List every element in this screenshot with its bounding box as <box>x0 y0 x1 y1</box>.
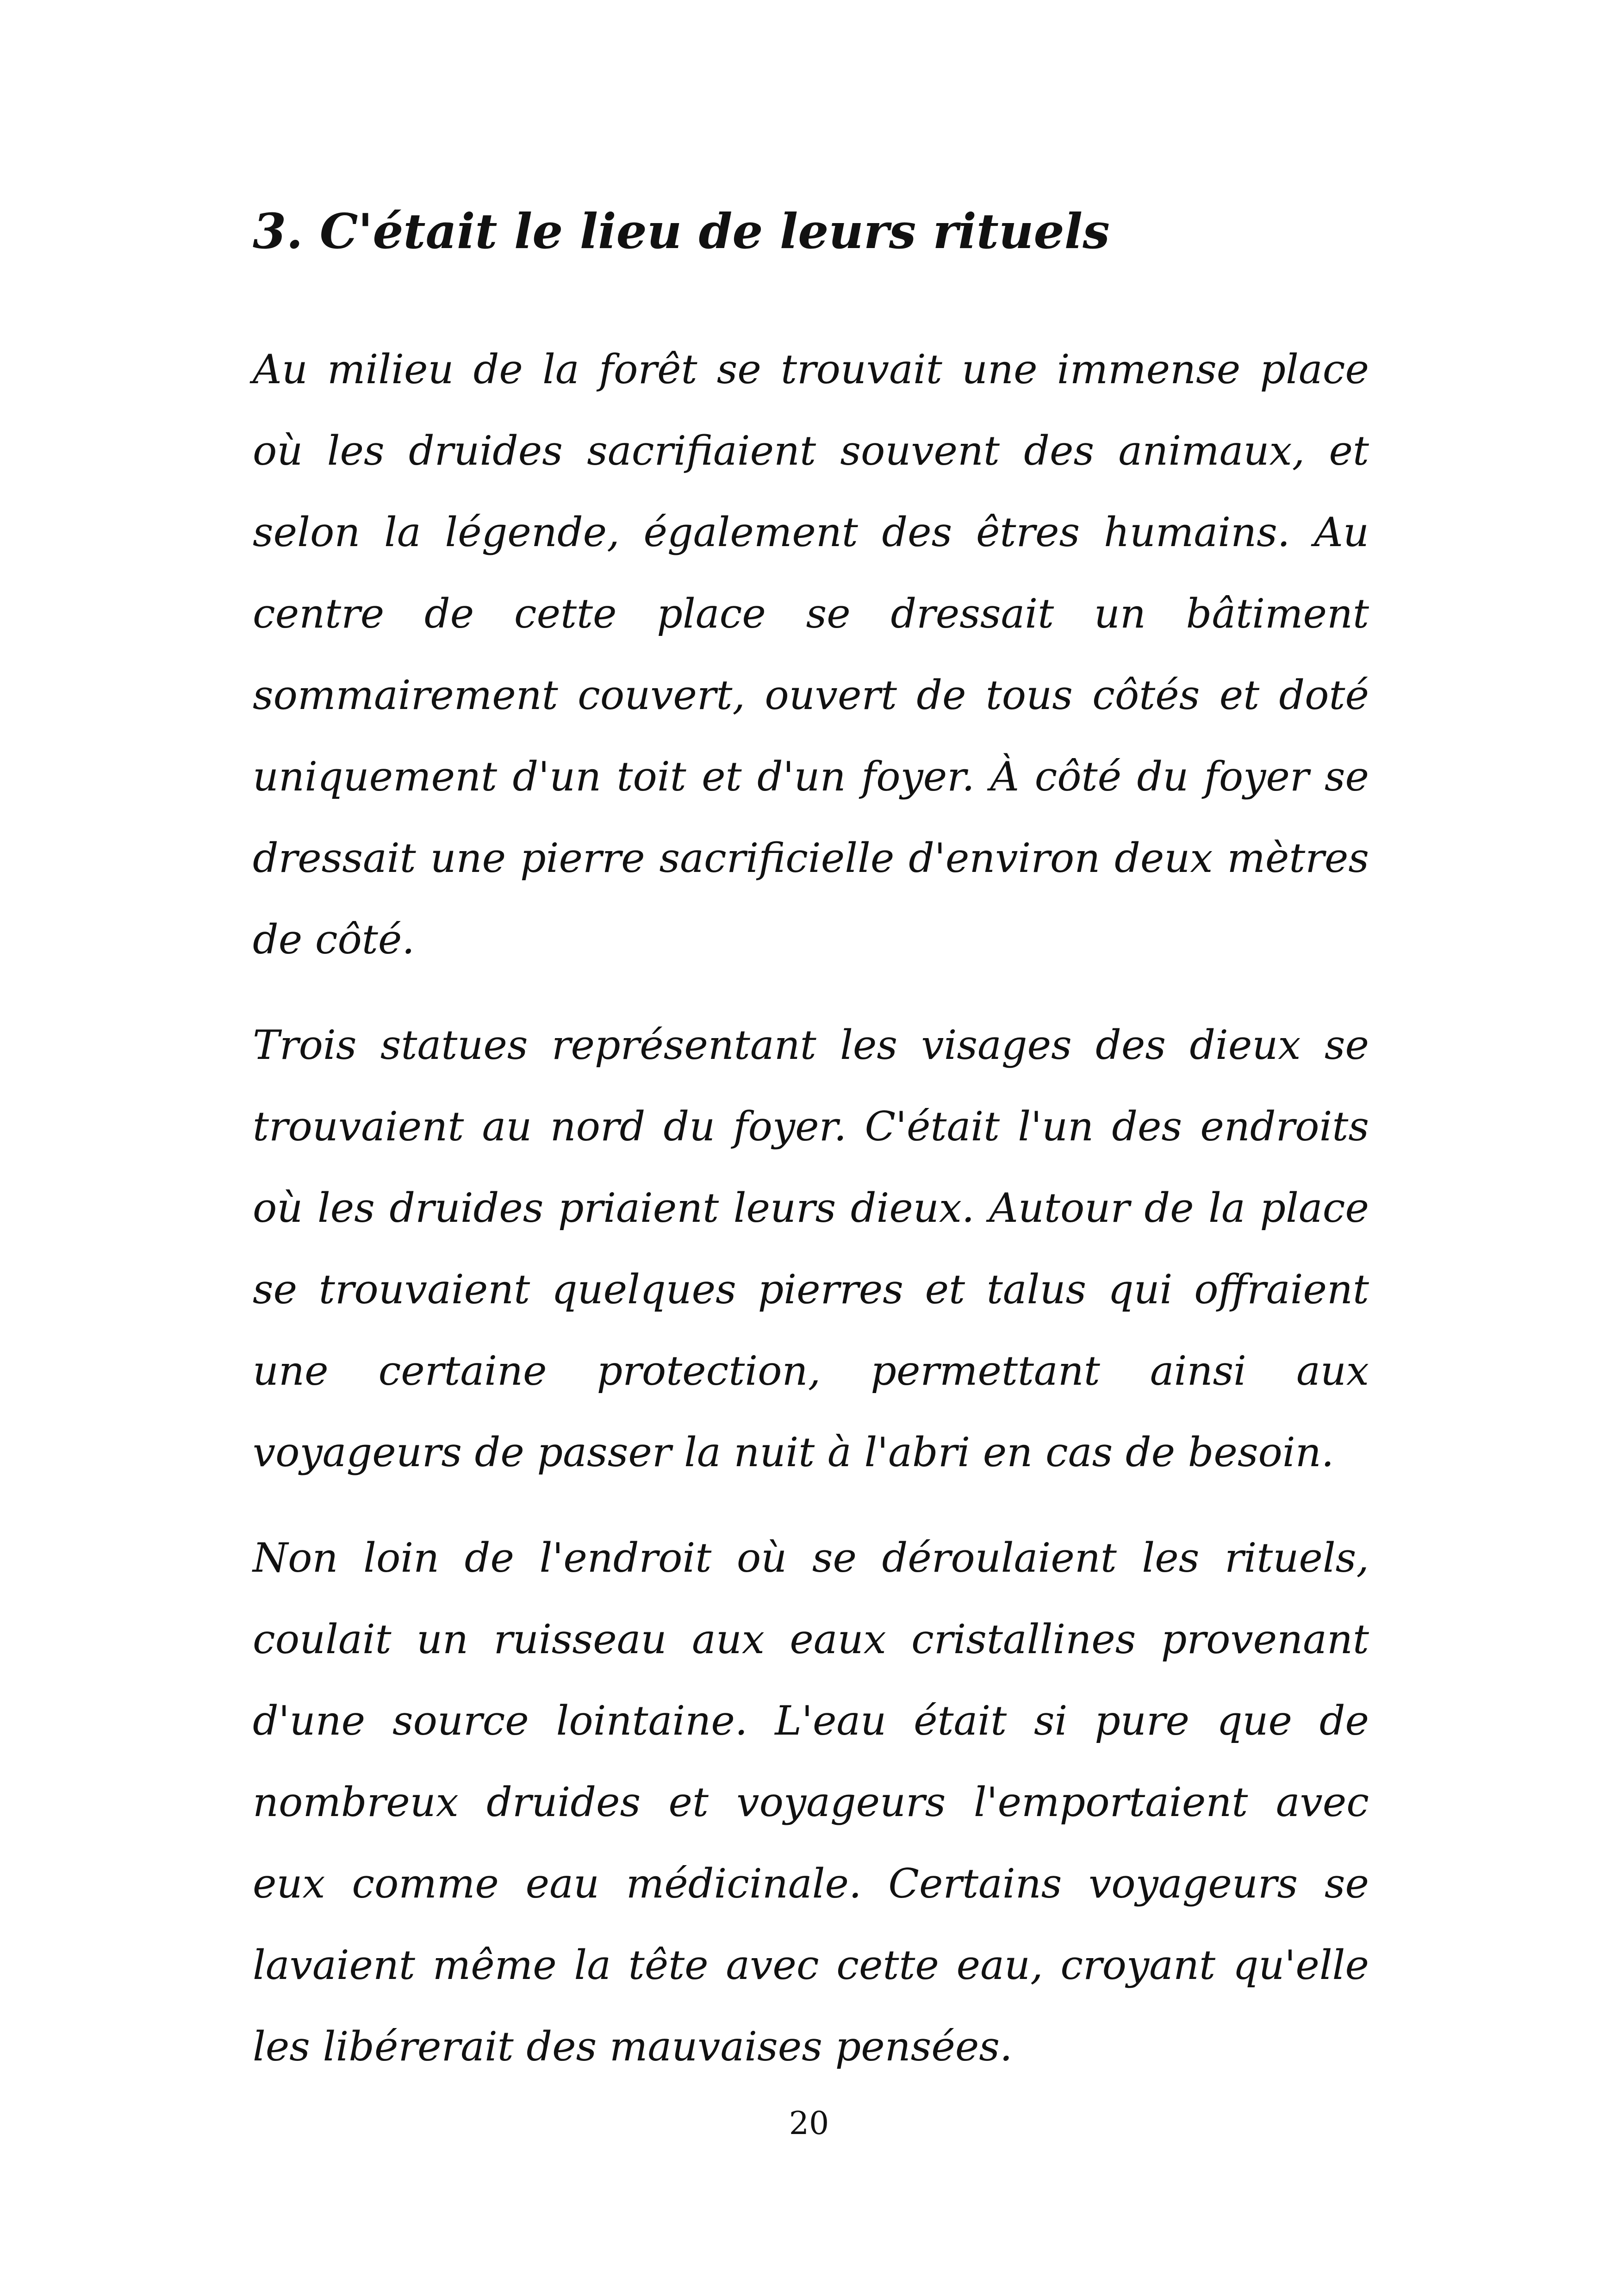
paragraph-3: Non loin de l'endroit où se déroulaient les rituels, coulait un ruisseau aux eaux cristallines provenant d'une source lointaine. L'eau était si pure que de nombreux druides et voyageurs l'emportaient avec eux comme eau médicinale. Certains voyageurs se lavaient même la tête avec cette eau, croyant qu'elle les libérerait des mauvaises pensées. <box>253 1534 1369 2070</box>
section-heading: 3. C'était le lieu de leurs rituels <box>253 203 1110 260</box>
paragraph-1: Au milieu de la forêt se trouvait une immense place où les druides sacrifiaient souvent des animaux, et selon la légende, également des êtres humains. Au centre de cette place se dressait un bâtiment sommairement couvert, ouvert de tous côtés et doté uniquement d'un toit et d'un foyer. À côté du foyer se dressait une pierre sacrificielle d'environ deux mètres de côté. <box>253 345 1369 963</box>
page-content <box>253 204 1369 2111</box>
paragraph-2: Trois statues représentant les visages des dieux se trouvaient au nord du foyer. C'était l'un des endroits où les druides priaient leurs dieux. Autour de la place se trouvaient quelques pierres et talus qui offraient une certaine protection, permettant ainsi aux voyageurs de passer la nuit à l'abri en cas de besoin. <box>253 1021 1369 1476</box>
page-number: 20 <box>789 2105 829 2142</box>
